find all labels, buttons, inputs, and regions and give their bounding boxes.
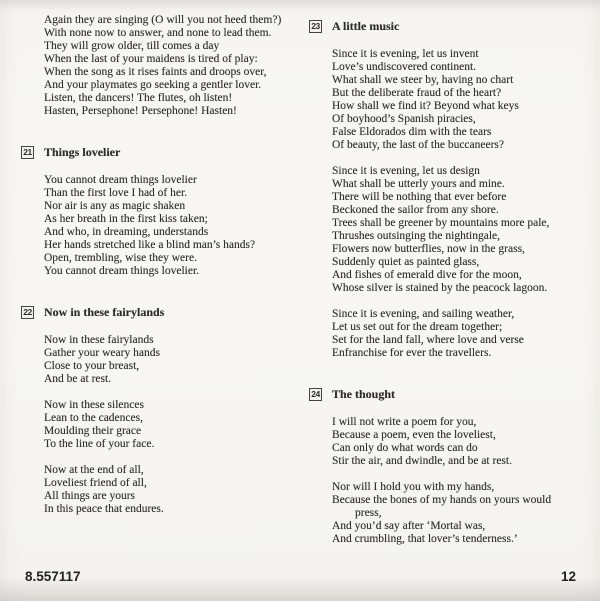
poem-line: Trees shall be greener by mountains more pale, [332,217,550,229]
poem-line: As her breath in the first kiss taken; [44,213,208,225]
poem-line: Because the bones of my hands on yours would [332,494,552,506]
poem-line: Than the first love I had of her. [44,187,188,199]
poem-line: Suddenly quiet as painted glass, [332,256,480,268]
poem-line: In this peace that endures. [44,503,164,515]
poem-stanza [332,165,587,295]
poem-line: Because a poem, even the loveliest, [332,429,496,441]
poem-line: And crumbling, that lover’s tenderness.’ [332,533,518,545]
poem-line: Now at the end of all, [44,464,144,476]
poem-line: Set for the land fall, where love and verse [332,334,524,346]
poem-line: Nor air is any as magic shaken [44,200,186,212]
poem-line: Beckoned the sailor from any shore. [332,204,499,216]
section-title: The thought [332,386,396,401]
poem-line: press, [332,507,382,519]
page-number: 12 [560,569,576,584]
section-heading [21,305,299,319]
track-number-badge: 24 [309,388,322,401]
poem-line: Listen, the dancers! The flutes, oh listen! [44,92,233,104]
section-heading [309,19,587,33]
poem-line: Gather your weary hands [44,347,160,359]
poem-line: Of beauty, the last of the buccaneers? [332,139,504,151]
poem-line: Loveliest friend of all, [44,477,147,489]
poem-line: Whose silver is stained by the peacock lagoon. [332,282,548,294]
poem-line: And be at rest. [44,373,112,385]
poem-line: And who, in dreaming, understands [44,226,209,238]
poem-line: Of boyhood’s Spanish piracies, [332,113,476,125]
poem-line: False Eldorados dim with the tears [332,126,492,138]
poem-line: Since it is evening, and sailing weather, [332,308,515,320]
poem-line: Close to your breast, [44,360,140,372]
poem-line: I will not write a poem for you, [332,416,477,428]
poem-line: Now in these fairylands [44,334,154,346]
poem-line: They will grow older, till comes a day [44,40,220,52]
poem-stanza [332,48,587,152]
poem-line: What shall we steer by, having no chart [332,74,514,86]
left-column [21,14,299,529]
poem-line: How shall we find it? Beyond what keys [332,100,519,112]
poem-stanza [44,174,299,278]
track-number-badge: 21 [21,146,34,159]
poem-line: Can only do what words can do [332,442,478,454]
poem-line: When the last of your maidens is tired of play: [44,53,258,65]
poem-stanza [44,334,299,386]
poem-line: Her hands stretched like a blind man’s hands? [44,239,256,251]
poem-line: When the song as it rises faints and droops over, [44,66,267,78]
poem-line: To the line of your face. [44,438,155,450]
catalog-number: 8.557117 [25,569,81,584]
poem-line: You cannot dream things lovelier. [44,265,200,277]
poem-line: There will be nothing that ever before [332,191,507,203]
section-title: Now in these fairylands [44,304,165,319]
poem-line: All things are yours [44,490,136,502]
track-number-badge: 22 [21,306,34,319]
track-number-badge: 23 [309,20,322,33]
poem-stanza [332,481,587,546]
section-heading [21,145,299,159]
poem-line: Lean to the cadences, [44,412,143,424]
poem-line: You cannot dream things lovelier [44,174,197,186]
poem-stanza [332,416,587,468]
poem-stanza [44,464,299,516]
poem-line: Nor will I hold you with my hands, [332,481,495,493]
poem-stanza [44,14,299,118]
poem-line: Open, trembling, wise they were. [44,252,197,264]
poem-line: Let us set out for the dream together; [332,321,503,333]
poem-line: Thrushes outsinging the nightingale, [332,230,501,242]
poem-line: Enfranchise for ever the travellers. [332,347,492,359]
section-title: A little music [332,18,400,33]
poem-line: Hasten, Persephone! Persephone! Hasten! [44,105,237,117]
page-footer [0,569,600,589]
poem-line: And fishes of emerald dive for the moon, [332,269,522,281]
poem-line: Love’s undiscovered continent. [332,61,477,73]
section-title: Things lovelier [44,144,121,159]
right-column [309,19,587,559]
poem-line: Now in these silences [44,399,144,411]
section-heading [309,387,587,401]
poem-line: Again they are singing (O will you not heed them?) [44,14,282,26]
poem-line: Stir the air, and dwindle, and be at rest. [332,455,512,467]
poem-stanza [332,308,587,360]
poem-line: Moulding their grace [44,425,142,437]
poem-line: And your playmates go seeking a gentler lover. [44,79,262,91]
poem-line: And you’d say after ‘Mortal was, [332,520,486,532]
poem-line: But the deliberate fraud of the heart? [332,87,502,99]
poem-line: Flowers now butterflies, now in the grass, [332,243,525,255]
poem-line: What shall be utterly yours and mine. [332,178,505,190]
poem-stanza [44,399,299,451]
poem-line: Since it is evening, let us design [332,165,480,177]
poem-line: With none now to answer, and none to lead them. [44,27,272,39]
poem-line: Since it is evening, let us invent [332,48,479,60]
